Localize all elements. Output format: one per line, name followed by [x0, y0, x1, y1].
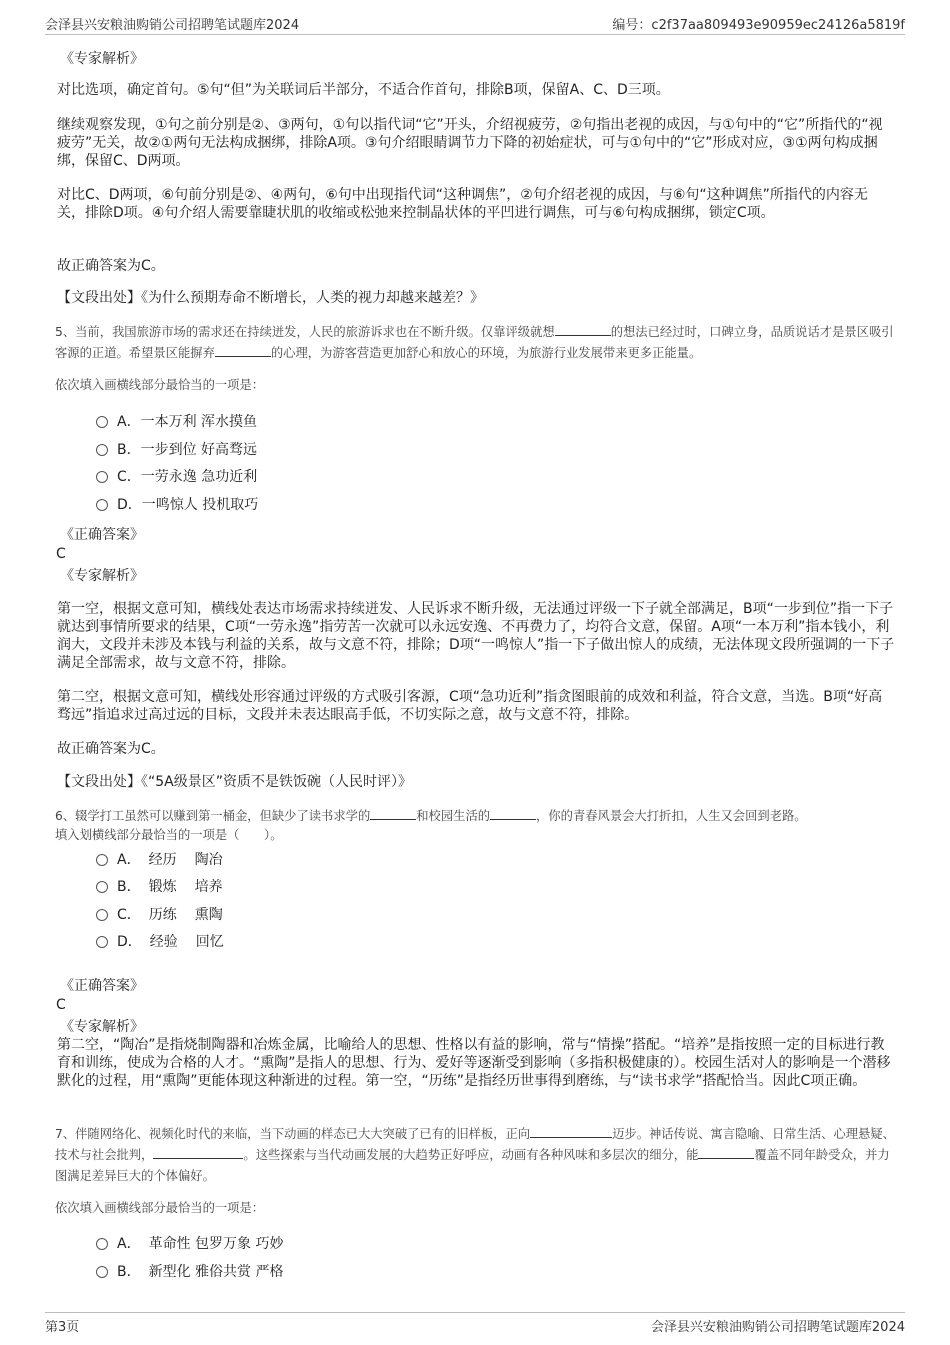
blank-line [153, 1145, 243, 1159]
q5-option-b[interactable]: B．一步到位 好高骛远 [96, 440, 257, 460]
q5-prompt: 依次填入画横线部分最恰当的一项是： [55, 378, 265, 392]
radio-icon[interactable] [96, 1238, 108, 1250]
q6-answer: C [56, 997, 66, 1013]
q4-conclusion: 故正确答案为C。 [57, 258, 165, 274]
q6-stem: 6、辍学打工虽然可以赚到第一桶金，但缺少了读书求学的 和校园生活的 ，你的青春风景会大打折扣，人生又会回到老路。 [55, 809, 807, 823]
q4-expert-tag: 《专家解析》 [60, 51, 144, 67]
q6-expert-tag: 《专家解析》 [60, 1019, 144, 1035]
q5-conclusion: 故正确答案为C。 [57, 741, 165, 757]
q5-answer-tag: 《正确答案》 [60, 527, 144, 543]
q4-source: 【文段出处】《为什么预期寿命不断增长，人类的视力却越来越差？》 [57, 290, 484, 306]
blank-line [698, 1145, 754, 1159]
q5-source: 【文段出处】《“5A级景区”资质不是铁饭碗（人民时评）》 [57, 774, 412, 790]
q5-stem: 5、当前，我国旅游市场的需求还在持续迸发，人民的旅游诉求也在不断升级。仅靠评级就想 的想法已经过时，口碑立身，品质说话才是景区吸引客源的正道。希望景区能摒弃 的心理，为游客营造更加舒心和放心的环境，为旅游行业发展带来更多正能量。 [55, 322, 900, 364]
q5-analysis-p1: 第一空，根据文意可知，横线处表达市场需求持续迸发、人民诉求不断升级，无法通过评级一下子就全部满足，B项“一步到位”指一下子就达到事情所要求的结果，C项“一劳永逸”指劳苦一次就可以永远安逸、不再费力了，均符合文意，保留。A项“一本万利”指本钱小，利润大，文段并未涉及本钱与利益的关系，故与文意不符，排除；D项“一鸣惊人”指一下子做出惊人的成绩，无法体现文段所强调的一下子满足全部需求，故与文意不符，排除。 [57, 601, 895, 671]
page-footer [45, 1312, 905, 1335]
blank-line [490, 807, 536, 820]
page-number: 第3页 [45, 1320, 80, 1335]
q7-prompt: 依次填入画横线部分最恰当的一项是： [55, 1201, 265, 1215]
radio-icon[interactable] [96, 854, 108, 866]
q6-analysis-p1: 第二空，“陶冶”是指烧制陶器和冶炼金属，比喻给人的思想、性格以有益的影响，常与“情操”搭配。“培养”是指按照一定的目标进行教育和训练，使成为合格的人才。“熏陶”是指人的思想、行为、爱好等逐渐受到影响（多指积极健康的）。校园生活对人的影响是一个潜移默化的过程，用“熏陶”更能体现这种渐进的过程。第一空，“历练”是指经历世事得到磨练，与“读书求学”搭配恰当。因此C项正确。 [57, 1037, 891, 1089]
blank-line [530, 1124, 612, 1138]
radio-icon[interactable] [96, 881, 108, 893]
header-title: 会泽县兴安粮油购销公司招聘笔试题库2024 [45, 18, 300, 33]
q5-option-a[interactable]: A．一本万利 浑水摸鱼 [96, 412, 257, 432]
radio-icon[interactable] [96, 471, 108, 483]
q6-answer-tag: 《正确答案》 [60, 978, 144, 994]
q4-analysis-p2: 继续观察发现，①句之前分别是②、③两句，①句以指代词“它”开头，介绍视疲劳，②句指出老视的成因，与①句中的“它”所指代的“视疲劳”无关，故②①两句无法构成捆绑，排除A项。③句介绍眼睛调节力下降的初始症状，可与①句中的“它”形成对应，③①两句构成捆绑，保留C、D两项。 [57, 117, 883, 169]
q6-option-c[interactable]: C． 历练 熏陶 [96, 905, 223, 925]
blank-line [370, 807, 416, 820]
radio-icon[interactable] [96, 936, 108, 948]
page-header [45, 14, 905, 35]
q4-analysis-p1: 对比选项，确定首句。⑤句“但”为关联词后半部分，不适合作首句，排除B项，保留A、C、D三项。 [57, 82, 670, 98]
radio-icon[interactable] [96, 909, 108, 921]
q6-option-d[interactable]: D． 经验 回忆 [96, 932, 224, 952]
q5-expert-tag: 《专家解析》 [60, 568, 144, 584]
q7-option-b[interactable]: B． 新型化 雅俗共赏 严格 [96, 1262, 284, 1282]
q5-option-c[interactable]: C．一劳永逸 急功近利 [96, 467, 257, 487]
blank-line [215, 343, 271, 357]
radio-icon[interactable] [96, 416, 108, 428]
header-doc-id: 编号：c2f37aa809493e90959ec24126a5819f [612, 18, 905, 33]
blank-line [555, 322, 611, 336]
footer-title: 会泽县兴安粮油购销公司招聘笔试题库2024 [650, 1320, 905, 1335]
q7-stem: 7、伴随网络化、视频化时代的来临，当下动画的样态已大大突破了已有的旧样板，正向 迈步。神话传说、寓言隐喻、日常生活、心理悬疑、技术与社会批判， 。这些探索与当代动画发展的大趋势正好呼应，动画有各种风味和多层次的细分，能 覆盖不同年龄受众，并力图满足差异巨大的个体偏好。 [55, 1124, 900, 1187]
q7-option-a[interactable]: A． 革命性 包罗万象 巧妙 [96, 1234, 283, 1254]
q5-analysis-p2: 第二空，根据文意可知，横线处形容通过评级的方式吸引客源，C项“急功近利”指贪图眼前的成效和利益，符合文意，当选。B项“好高骛远”指追求过高过远的目标，文段并未表达眼高手低，不切实际之意，故与文意不符，排除。 [57, 689, 883, 723]
radio-icon[interactable] [96, 499, 108, 511]
radio-icon[interactable] [96, 444, 108, 456]
radio-icon[interactable] [96, 1266, 108, 1278]
q6-prompt: 填入划横线部分最恰当的一项是（ ）。 [55, 828, 283, 842]
q4-analysis-p3: 对比C、D两项，⑥句前分别是②、④两句，⑥句中出现指代词“这种调焦”，②句介绍老视的成因，与⑥句“这种调焦”所指代的内容无关，排除D项。④句介绍人需要靠睫状肌的收缩或松弛来控制晶状体的平凹进行调焦，可与⑥句构成捆绑，锁定C项。 [57, 187, 868, 221]
q6-option-b[interactable]: B． 锻炼 培养 [96, 877, 223, 897]
q6-option-a[interactable]: A． 经历 陶冶 [96, 850, 223, 870]
q5-answer: C [56, 546, 66, 562]
q5-option-d[interactable]: D．一鸣惊人 投机取巧 [96, 495, 258, 515]
